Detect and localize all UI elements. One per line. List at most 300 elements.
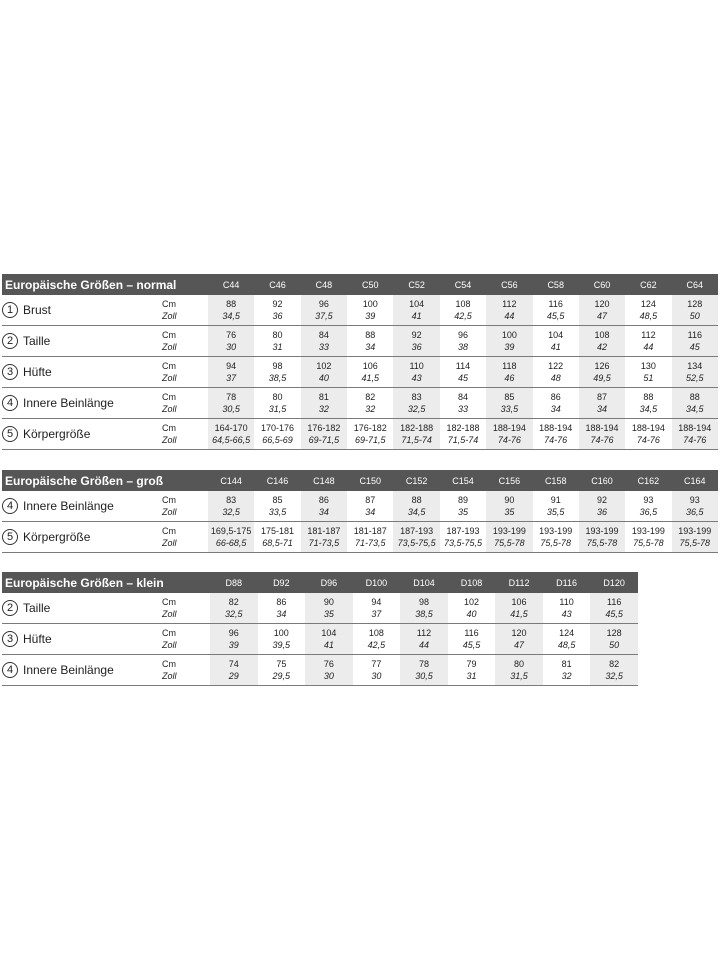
- table-cell: [579, 388, 625, 419]
- cm-value: 120: [594, 299, 610, 309]
- table-cell: [590, 624, 638, 655]
- cm-value: 182-188: [446, 423, 480, 433]
- inch-value: 40: [318, 373, 329, 383]
- table-cell: [347, 295, 393, 326]
- inch-value: 36,5: [686, 507, 704, 517]
- inch-value: 44: [643, 342, 654, 352]
- cm-value: 188-194: [678, 423, 712, 433]
- inch-value: 32,5: [222, 507, 240, 517]
- inch-value: 34,5: [639, 404, 658, 414]
- table-cell: [486, 326, 532, 357]
- inch-value: 42,5: [367, 640, 386, 650]
- measurement-label-cell: [2, 388, 162, 419]
- table-cell: [301, 522, 347, 553]
- table-cell: [254, 491, 300, 522]
- cm-value: 92: [597, 495, 608, 505]
- cm-value: 94: [371, 597, 382, 607]
- measurement-label-cell: [2, 491, 162, 522]
- cm-value: 80: [272, 330, 283, 340]
- cm-value: 116: [607, 597, 622, 607]
- row-number-badge: 4: [2, 395, 18, 411]
- inch-value: 30: [226, 342, 237, 352]
- measurement-row: [2, 295, 718, 326]
- inch-value: 34,5: [222, 311, 240, 321]
- cm-value: 96: [318, 299, 329, 309]
- cm-value: 84: [457, 392, 468, 402]
- cm-value: 88: [411, 495, 422, 505]
- cm-value: 102: [316, 361, 332, 371]
- unit-cell: [162, 419, 208, 450]
- table-cell: [495, 593, 543, 624]
- cm-value: 182-188: [400, 423, 434, 433]
- unit-inch-label: Zoll: [162, 507, 177, 517]
- cm-value: 98: [272, 361, 283, 371]
- size-header: C144: [208, 470, 254, 491]
- unit-cm-label: Cm: [162, 597, 176, 607]
- cm-value: 164-170: [214, 423, 248, 433]
- inch-value: 47: [514, 640, 525, 650]
- table-cell: [440, 522, 486, 553]
- table-cell: [400, 655, 448, 686]
- unit-cell: [162, 357, 208, 388]
- table-cell: [486, 357, 532, 388]
- inch-value: 32,5: [605, 671, 623, 681]
- inch-value: 34: [365, 342, 376, 352]
- row-number-badge: 5: [2, 426, 18, 442]
- inch-value: 43: [561, 609, 572, 619]
- inch-value: 34,5: [686, 404, 704, 414]
- cm-value: 104: [321, 628, 337, 638]
- inch-value: 75,5-78: [586, 538, 618, 548]
- size-header: C58: [533, 274, 579, 295]
- table-cell: [208, 491, 254, 522]
- cm-value: 188-194: [585, 423, 619, 433]
- size-table-normal: [2, 274, 718, 450]
- table-cell: [254, 388, 300, 419]
- table-cell: [208, 419, 254, 450]
- table-cell: [208, 326, 254, 357]
- measurement-label: Taille: [23, 334, 51, 348]
- size-header: C46: [254, 274, 300, 295]
- size-header: C164: [672, 470, 718, 491]
- cm-value: 88: [689, 392, 700, 402]
- inch-value: 41,5: [361, 373, 380, 383]
- cm-value: 108: [368, 628, 384, 638]
- table-cell: [543, 593, 591, 624]
- table-cell: [579, 419, 625, 450]
- inch-value: 32: [561, 671, 572, 681]
- inch-value: 32: [365, 404, 376, 414]
- cm-value: 188-194: [539, 423, 573, 433]
- table-cell: [393, 357, 439, 388]
- cm-value: 187-193: [446, 526, 480, 536]
- table-cell: [625, 357, 671, 388]
- inch-value: 45,5: [605, 609, 623, 619]
- cm-value: 100: [501, 330, 517, 340]
- cm-value: 76: [226, 330, 237, 340]
- inch-value: 40: [466, 609, 477, 619]
- size-header: C154: [440, 470, 486, 491]
- unit-cell: [162, 624, 210, 655]
- unit-cm-label: Cm: [162, 526, 176, 536]
- cm-value: 193-199: [678, 526, 712, 536]
- measurement-label-cell: [2, 522, 162, 553]
- size-header: C48: [301, 274, 347, 295]
- cm-value: 87: [365, 495, 376, 505]
- cm-value: 94: [226, 361, 237, 371]
- cm-value: 82: [609, 659, 620, 669]
- cm-value: 122: [548, 361, 564, 371]
- cm-value: 93: [643, 495, 654, 505]
- table-cell: [543, 655, 591, 686]
- inch-value: 33,5: [500, 404, 519, 414]
- inch-value: 69-71,5: [354, 435, 386, 445]
- measurement-row: [2, 624, 638, 655]
- cm-value: 96: [228, 628, 239, 638]
- table-header-row: [2, 470, 718, 491]
- table-cell: [347, 326, 393, 357]
- cm-value: 112: [641, 330, 656, 340]
- table-cell: [208, 357, 254, 388]
- table-header-row: [2, 274, 718, 295]
- cm-value: 114: [455, 361, 471, 371]
- inch-value: 34: [597, 404, 608, 414]
- cm-value: 193-199: [492, 526, 526, 536]
- row-number-badge: 2: [2, 600, 18, 616]
- table-cell: [347, 419, 393, 450]
- table-cell: [353, 624, 401, 655]
- table-cell: [579, 295, 625, 326]
- unit-inch-label: Zoll: [162, 538, 177, 548]
- table-cell: [533, 326, 579, 357]
- inch-value: 45,5: [546, 311, 565, 321]
- table-cell: [208, 295, 254, 326]
- measurement-row: [2, 419, 718, 450]
- table-title: Europäische Größen – normal: [2, 274, 208, 295]
- inch-value: 74-76: [590, 435, 614, 445]
- inch-value: 68,5-71: [262, 538, 293, 548]
- inch-value: 43: [411, 373, 422, 383]
- table-cell: [625, 326, 671, 357]
- cm-value: 76: [323, 659, 334, 669]
- measurement-label: Taille: [23, 601, 51, 615]
- inch-value: 64,5-66,5: [212, 435, 251, 445]
- unit-inch-label: Zoll: [162, 435, 177, 445]
- measurement-label-cell: [2, 655, 162, 686]
- table-cell: [672, 326, 718, 357]
- table-cell: [486, 491, 532, 522]
- table-cell: [301, 295, 347, 326]
- size-header: D104: [400, 572, 448, 593]
- unit-cell: [162, 295, 208, 326]
- inch-value: 36: [597, 507, 608, 517]
- measurement-label: Brust: [23, 303, 52, 317]
- table-cell: [254, 357, 300, 388]
- table-cell: [625, 388, 671, 419]
- cm-value: 83: [411, 392, 422, 402]
- table-cell: [495, 655, 543, 686]
- measurement-label-cell: [2, 295, 162, 326]
- size-header: D108: [448, 572, 496, 593]
- unit-cm-label: Cm: [162, 361, 176, 371]
- inch-value: 33: [318, 342, 329, 352]
- inch-value: 71-73,5: [354, 538, 386, 548]
- inch-value: 30,5: [222, 404, 240, 414]
- size-header: C160: [579, 470, 625, 491]
- size-header: C54: [440, 274, 486, 295]
- table-cell: [533, 357, 579, 388]
- table-cell: [543, 624, 591, 655]
- table-cell: [625, 491, 671, 522]
- inch-value: 29,5: [272, 671, 291, 681]
- inch-value: 75,5-78: [494, 538, 525, 548]
- inch-value: 71-73,5: [308, 538, 340, 548]
- measurement-row: [2, 357, 718, 388]
- inch-value: 49,5: [593, 373, 611, 383]
- inch-value: 75,5-78: [679, 538, 711, 548]
- table-cell: [440, 295, 486, 326]
- table-cell: [393, 522, 439, 553]
- size-header: C162: [625, 470, 671, 491]
- inch-value: 45: [689, 342, 700, 352]
- inch-value: 35: [457, 507, 468, 517]
- unit-cm-label: Cm: [162, 628, 176, 638]
- unit-inch-label: Zoll: [162, 640, 177, 650]
- inch-value: 48,5: [557, 640, 576, 650]
- inch-value: 37,5: [315, 311, 333, 321]
- inch-value: 35: [504, 507, 515, 517]
- inch-value: 38,5: [415, 609, 433, 619]
- inch-value: 41: [550, 342, 561, 352]
- size-header: D120: [590, 572, 638, 593]
- inch-value: 52,5: [686, 373, 704, 383]
- cm-value: 181-187: [307, 526, 341, 536]
- table-cell: [208, 388, 254, 419]
- table-cell: [393, 491, 439, 522]
- table-cell: [533, 522, 579, 553]
- table-cell: [533, 295, 579, 326]
- cm-value: 98: [418, 597, 429, 607]
- inch-value: 31,5: [268, 404, 287, 414]
- inch-value: 34,5: [407, 507, 426, 517]
- inch-value: 41: [411, 311, 422, 321]
- cm-value: 106: [511, 597, 527, 607]
- measurement-label-cell: [2, 357, 162, 388]
- table-cell: [533, 491, 579, 522]
- table-cell: [486, 522, 532, 553]
- cm-value: 188-194: [631, 423, 665, 433]
- size-header: C62: [625, 274, 671, 295]
- cm-value: 75: [276, 659, 287, 669]
- table-cell: [590, 655, 638, 686]
- table-cell: [210, 655, 258, 686]
- inch-value: 48,5: [639, 311, 658, 321]
- measurement-label: Innere Beinlänge: [23, 499, 114, 513]
- table-cell: [440, 326, 486, 357]
- size-header: D96: [305, 572, 353, 593]
- cm-value: 83: [226, 495, 237, 505]
- row-number-badge: 3: [2, 364, 18, 380]
- table-cell: [301, 326, 347, 357]
- inch-value: 50: [609, 640, 620, 650]
- table-cell: [393, 295, 439, 326]
- inch-value: 69-71,5: [308, 435, 340, 445]
- cm-value: 80: [272, 392, 283, 402]
- cm-value: 87: [597, 392, 608, 402]
- measurement-row: [2, 491, 718, 522]
- table-header-row: [2, 572, 638, 593]
- inch-value: 34: [550, 404, 561, 414]
- cm-value: 193-199: [585, 526, 619, 536]
- unit-inch-label: Zoll: [162, 373, 177, 383]
- cm-value: 193-199: [539, 526, 573, 536]
- inch-value: 74-76: [497, 435, 521, 445]
- measurement-row: [2, 388, 718, 419]
- cm-value: 169,5-175: [210, 526, 252, 536]
- unit-cell: [162, 522, 208, 553]
- cm-value: 170-176: [261, 423, 295, 433]
- table-cell: [210, 593, 258, 624]
- cm-value: 100: [273, 628, 289, 638]
- cm-value: 102: [463, 597, 480, 607]
- cm-value: 176-182: [353, 423, 387, 433]
- table-cell: [400, 593, 448, 624]
- size-header: D88: [210, 572, 258, 593]
- table-cell: [672, 295, 718, 326]
- table-cell: [301, 357, 347, 388]
- inch-value: 31,5: [510, 671, 528, 681]
- table-cell: [579, 357, 625, 388]
- table-cell: [448, 655, 496, 686]
- cm-value: 84: [318, 330, 329, 340]
- table-cell: [533, 388, 579, 419]
- table-cell: [305, 593, 353, 624]
- unit-inch-label: Zoll: [162, 671, 177, 681]
- size-header: C146: [254, 470, 300, 491]
- cm-value: 90: [504, 495, 515, 505]
- cm-value: 108: [594, 330, 610, 340]
- inch-value: 39: [365, 311, 376, 321]
- inch-value: 35,5: [546, 507, 565, 517]
- cm-value: 81: [318, 392, 329, 402]
- inch-value: 39: [504, 342, 515, 352]
- inch-value: 73,5-75,5: [397, 538, 436, 548]
- unit-inch-label: Zoll: [162, 609, 177, 619]
- measurement-row: [2, 655, 638, 686]
- unit-cell: [162, 491, 208, 522]
- measurement-row: [2, 593, 638, 624]
- table-cell: [208, 522, 254, 553]
- inch-value: 75,5-78: [633, 538, 664, 548]
- inch-value: 36: [411, 342, 422, 352]
- measurement-label-cell: [2, 419, 162, 450]
- table-cell: [625, 419, 671, 450]
- table-cell: [579, 491, 625, 522]
- table-cell: [672, 357, 718, 388]
- table-title: Europäische Größen – groß: [2, 470, 208, 491]
- size-header: C150: [347, 470, 393, 491]
- inch-value: 30: [323, 671, 334, 681]
- table-cell: [448, 624, 496, 655]
- inch-value: 39: [228, 640, 239, 650]
- measurement-label-cell: [2, 624, 162, 655]
- inch-value: 32,5: [407, 404, 426, 414]
- cm-value: 91: [550, 495, 561, 505]
- table-cell: [210, 624, 258, 655]
- cm-value: 88: [226, 299, 237, 309]
- measurement-label-cell: [2, 326, 162, 357]
- table-cell: [393, 419, 439, 450]
- inch-value: 51: [643, 373, 654, 383]
- size-header: C64: [672, 274, 718, 295]
- inch-value: 75,5-78: [540, 538, 571, 548]
- table-cell: [440, 388, 486, 419]
- inch-value: 29: [228, 671, 239, 681]
- inch-value: 46: [504, 373, 515, 383]
- table-cell: [486, 388, 532, 419]
- unit-cm-label: Cm: [162, 392, 176, 402]
- table-cell: [353, 593, 401, 624]
- measurement-label: Körpergröße: [23, 427, 91, 441]
- size-header: C50: [347, 274, 393, 295]
- inch-value: 71,5-74: [401, 435, 432, 445]
- table-cell: [258, 655, 306, 686]
- inch-value: 41,5: [510, 609, 528, 619]
- table-cell: [305, 624, 353, 655]
- unit-cm-label: Cm: [162, 299, 176, 309]
- unit-cell: [162, 655, 210, 686]
- size-header: C152: [393, 470, 439, 491]
- unit-cm-label: Cm: [162, 330, 176, 340]
- cm-value: 124: [559, 628, 575, 638]
- table-cell: [347, 357, 393, 388]
- measurement-label: Innere Beinlänge: [23, 396, 114, 410]
- cm-value: 134: [687, 361, 703, 371]
- table-cell: [672, 388, 718, 419]
- measurement-label: Hüfte: [23, 632, 52, 646]
- unit-inch-label: Zoll: [162, 342, 177, 352]
- inch-value: 42,5: [454, 311, 472, 321]
- unit-inch-label: Zoll: [162, 404, 177, 414]
- cm-value: 79: [466, 659, 477, 669]
- row-number-badge: 1: [2, 302, 18, 318]
- cm-value: 175-181: [261, 526, 295, 536]
- cm-value: 118: [502, 361, 517, 371]
- cm-value: 176-182: [307, 423, 341, 433]
- cm-value: 108: [455, 299, 471, 309]
- cm-value: 126: [594, 361, 610, 371]
- row-number-badge: 4: [2, 662, 18, 678]
- table-title: Europäische Größen – klein: [2, 572, 210, 593]
- table-cell: [347, 491, 393, 522]
- cm-value: 86: [318, 495, 329, 505]
- table-cell: [400, 624, 448, 655]
- inch-value: 32: [318, 404, 329, 414]
- cm-value: 77: [371, 659, 382, 669]
- table-cell: [495, 624, 543, 655]
- table-cell: [258, 593, 306, 624]
- table-cell: [301, 388, 347, 419]
- size-header: C44: [208, 274, 254, 295]
- cm-value: 86: [276, 597, 287, 607]
- cm-value: 86: [550, 392, 561, 402]
- measurement-label: Innere Beinlänge: [23, 663, 114, 677]
- inch-value: 48: [550, 373, 561, 383]
- cm-value: 188-194: [492, 423, 526, 433]
- measurement-label: Hüfte: [23, 365, 52, 379]
- table-cell: [258, 624, 306, 655]
- size-table-klein: [2, 572, 638, 686]
